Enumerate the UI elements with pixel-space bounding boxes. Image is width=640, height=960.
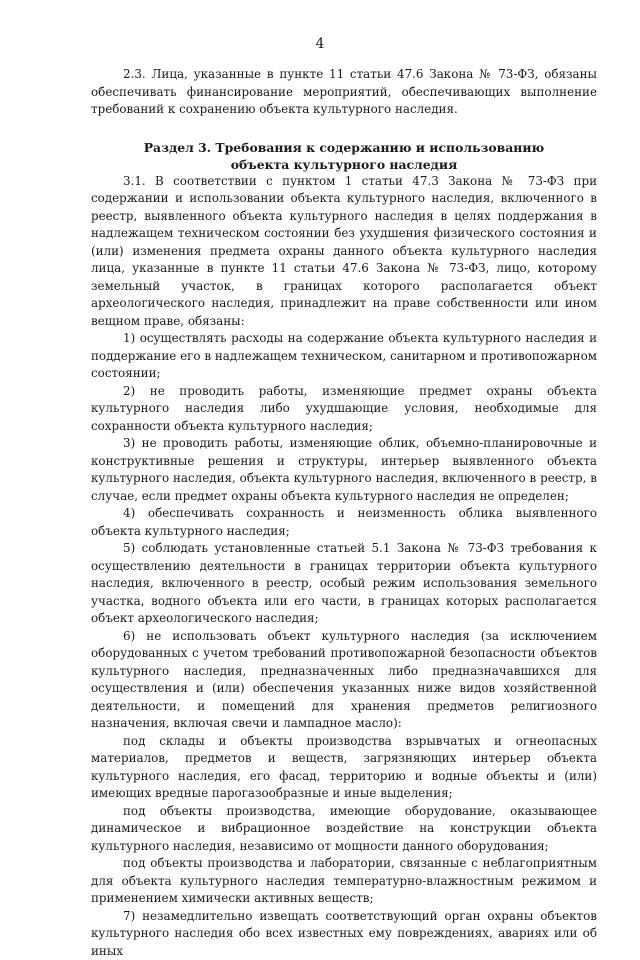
list-item-2: 2) не проводить работы, изменяющие предмет охраны объекта культурного наследия либо ухудшающие условия, необходимые для сохранности объекта культурного наследия; [91,383,597,436]
section-3-heading [91,139,597,173]
sub-item-warehouses: под склады и объекты производства взрывчатых и огнеопасных материалов, предметов и веществ, загрязняющих интерьер объекта культурного наследия, его фасад, территорию и водные объекты и (или) имеющих вредные парогазообразные и иные выделения; [91,733,597,803]
document-body [91,66,597,960]
list-item-4: 4) обеспечивать сохранность и неизменность облика выявленного объекта культурного наследия; [91,505,597,540]
section-3-heading-line2: объекта культурного наследия [91,156,597,173]
list-item-3: 3) не проводить работы, изменяющие облик, объемно-планировочные и конструктивные решения и структуры, интерьер выявленного объекта культурного наследия, объекта культурного наследия, включенного в реестр, в случае, если предмет охраны объекта культурного наследия не определен; [91,435,597,505]
list-item-1: 1) осуществлять расходы на содержание объекта культурного наследия и поддержание его в надлежащем техническом, санитарном и противопожарном состоянии; [91,330,597,383]
section-3-heading-line1: Раздел 3. Требования к содержанию и использованию [91,139,597,156]
page-number: 4 [0,36,640,52]
paragraph-2-3: 2.3. Лица, указанные в пункте 11 статьи 47.6 Закона № 73-ФЗ, обязаны обеспечивать финансирование мероприятий, обеспечивающих выполнение требований к сохранению объекта культурного наследия. [91,66,597,119]
sub-item-vibration: под объекты производства, имеющие оборудование, оказывающее динамическое и вибрационное воздействие на конструкции объекта культурного наследия, независимо от мощности данного оборудования; [91,803,597,856]
paragraph-3-1: 3.1. В соответствии с пунктом 1 статьи 47.3 Закона № 73-ФЗ при содержании и использовании объекта культурного наследия, включенного в реестр, выявленного объекта культурного наследия в целях поддержания в надлежащем техническом состоянии без ухудшения физического состояния и (или) изменения предмета охраны данного объекта культурного наследия лица, указанные в пункте 11 статьи 47.6 Закона № 73-ФЗ, лицо, которому земельный участок, в границах которого располагается объект археологического наследия, принадлежит на праве собственности или ином вещном праве, обязаны: [91,173,597,331]
sub-item-laboratories: под объекты производства и лаборатории, связанные с неблагоприятным для объекта культурного наследия температурно-влажностным режимом и применением химически активных веществ; [91,855,597,908]
list-item-7: 7) незамедлительно извещать соответствующий орган охраны объектов культурного наследия обо всех известных ему повреждениях, авариях или об иных [91,908,597,960]
list-item-6: 6) не использовать объект культурного наследия (за исключением оборудованных с учетом требований противопожарной безопасности объектов культурного наследия, предназначенных либо предназначавшихся для осуществления и (или) обеспечения указанных ниже видов хозяйственной деятельности, и помещений для хранения предметов религиозного назначения, включая свечи и лампадное масло): [91,628,597,733]
list-item-5: 5) соблюдать установленные статьей 5.1 Закона № 73-ФЗ требования к осуществлению деятельности в границах территории объекта культурного наследия, включенного в реестр, особый режим использования земельного участка, водного объекта или его части, в границах которых располагается объект археологического наследия; [91,540,597,628]
